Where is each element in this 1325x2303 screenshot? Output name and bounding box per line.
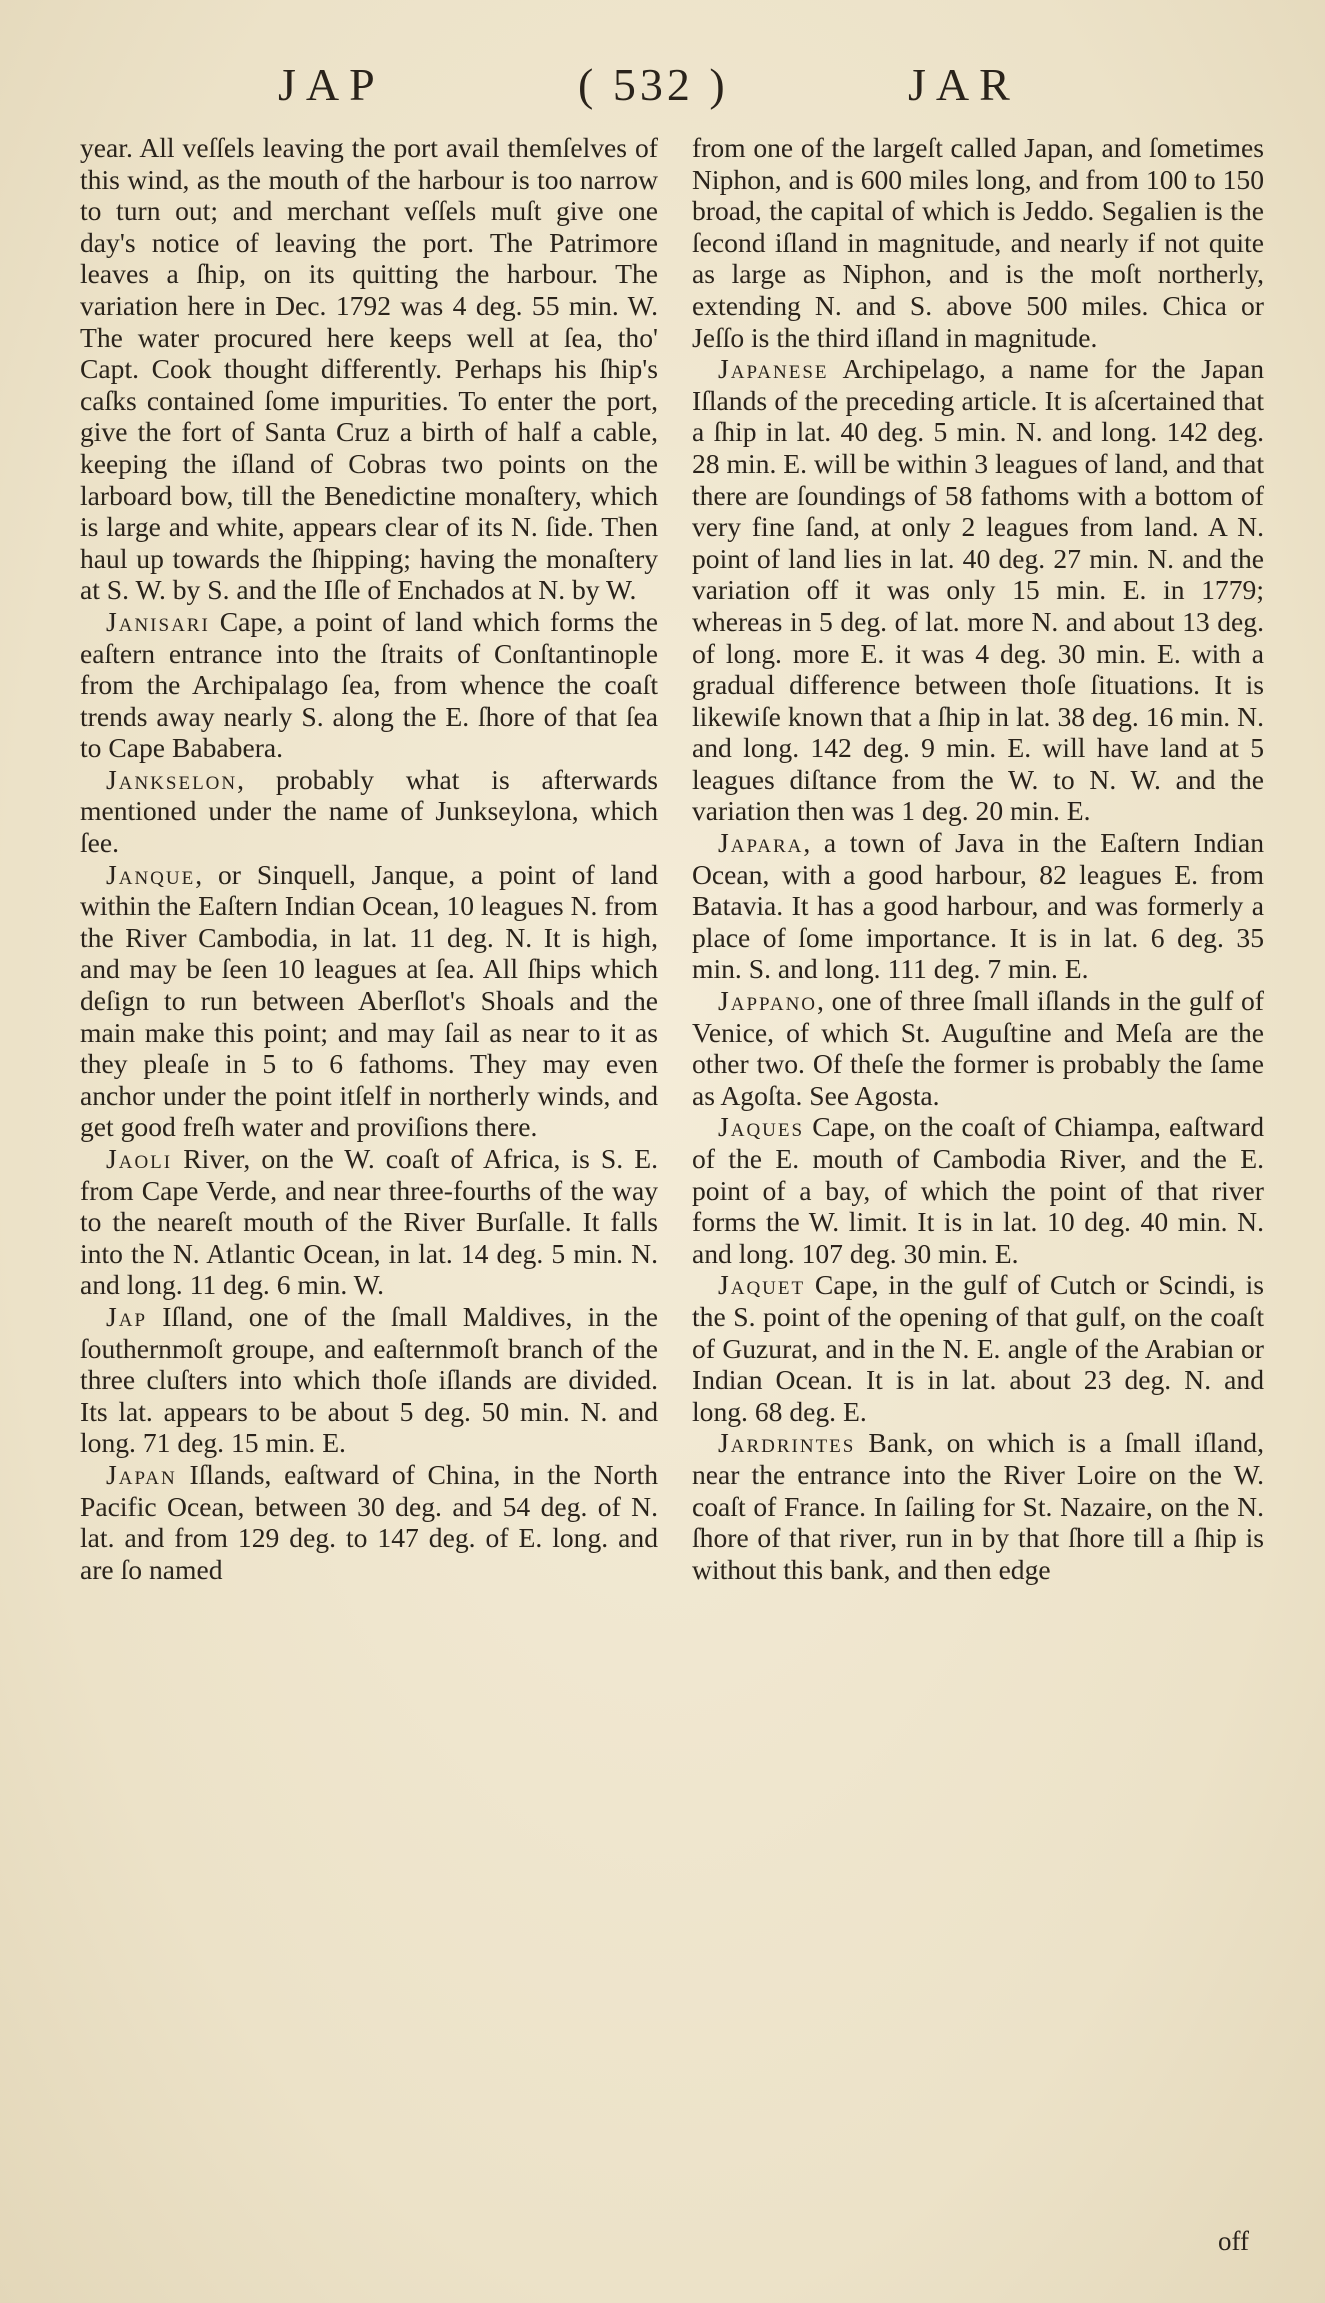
entry-text: Cape, on the coaſt of Chiampa, eaſtward of the E. mouth of Cambodia River, and the E. point of a bay, of which the point of that river forms the W. limit. It is in lat. 10 deg. 40 min. N. and long. 107 deg. 30 min. E. [692, 1111, 1264, 1269]
entry-text: , a town of Java in the Eaſtern Indian Ocean, with a good harbour, 82 leagues E. from Batavia. It has a good harbour, and was formerly a place of ſome importance. It is in lat. 6 deg. 35 min. S. and long. 111 deg. 7 min. E. [692, 827, 1264, 985]
entry-headword: Japara [718, 827, 804, 859]
continued-paragraph [80, 132, 658, 606]
gazetteer-entry [80, 1301, 658, 1459]
entry-headword: Jaquet [718, 1269, 806, 1301]
entry-headword: Japan [106, 1458, 177, 1490]
gazetteer-entry [692, 1111, 1264, 1269]
entry-text: , or Sinquell, Janque, a point of land within the Eaſtern Indian Ocean, 10 leagues N. from the River Cambodia, in lat. 11 deg. N. It is high, and may be ſeen 10 leagues at ſea. All ſhips which deſign to run between Aberſlot's Shoals and the main make this point; and may ſail as near to it as they pleaſe in 5 to 6 fathoms. They may even anchor under the point itſelf in northerly winds, and get good freſh water and proviſions there. [80, 858, 658, 1143]
entry-text: year. All veſſels leaving the port avail themſelves of this wind, as the mouth of the harbour is too narrow to turn out; and merchant veſſels muſt give one day's notice of leaving the port. The Patrimore leaves a ſhip, on its quitting the harbour. The variation here in Dec. 1792 was 4 deg. 55 min. W. The water procured here keeps well at ſea, tho' Capt. Cook thought differently. Perhaps his ſhip's caſks contained ſome impurities. To enter the port, give the fort of Santa Cruz a birth of half a cable, keeping the iſland of Cobras two points on the larboard bow, till the Benedictine monaſtery, which is large and white, appears clear of its N. ſide. Then haul up towards the ſhipping; having the monaſtery at S. W. by S. and the Iſle of Enchados at N. by W. [80, 132, 658, 606]
entry-text: River, on the W. coaſt of Africa, is S. E. from Cape Verde, and near three-fourths of the way to the neareſt mouth of the River Burſalle. It falls into the N. Atlantic Ocean, in lat. 14 deg. 5 min. N. and long. 11 deg. 6 min. W. [80, 1143, 658, 1301]
entry-text: Iſland, one of the ſmall Maldives, in the ſouthernmoſt groupe, and eaſternmoſt branch of the three cluſters into which thoſe iſlands are divided. Its lat. appears to be about 5 deg. 50 min. N. and long. 71 deg. 15 min. E. [80, 1300, 658, 1459]
header-right-word: JAR [908, 59, 1020, 110]
entry-text: Iſlands, eaſtward of China, in the North Pacific Ocean, between 30 deg. and 54 deg. of N. lat. and from 129 deg. to 147 deg. of E. long. and are ſo named [80, 1458, 658, 1585]
gazetteer-entry [692, 1427, 1264, 1585]
catchword: off [1218, 2226, 1249, 2256]
gazetteer-entry [692, 827, 1264, 985]
entry-text: Cape, in the gulf of Cutch or Scindi, is the S. point of the opening of that gulf, on the coaſt of Guzurat, and in the N. E. angle of the Arabian or Indian Ocean. It is in lat. about 23 deg. N. and long. 68 deg. E. [692, 1269, 1264, 1427]
continued-paragraph [692, 132, 1264, 353]
header-left-word: JAP [278, 59, 385, 110]
entry-text: Cape, a point of land which forms the eaſtern entrance into the ſtraits of Conſtantinople from the Archipalago ſea, from whence the coaſt trends away nearly S. along the E. ſhore of that ſea to Cape Bababera. [80, 605, 658, 764]
gazetteer-entry [80, 859, 658, 1143]
entry-headword: Jaoli [106, 1143, 173, 1174]
gazetteer-entry [80, 1459, 658, 1585]
left-column [80, 132, 658, 2252]
gazetteer-entry [692, 985, 1264, 1111]
entry-headword: Jankselon [106, 763, 238, 795]
entry-headword: Janisari [106, 605, 210, 637]
entry-headword: Japanese [718, 353, 829, 385]
entry-text: , one of three ſmall iſlands in the gulf of Venice, of which St. Auguſtine and Meſa are the other two. Of theſe the former is probably the ſame as Agoſta. See Agosta. [692, 985, 1264, 1111]
entry-text: Bank, on which is a ſmall iſland, near the entrance into the River Loire on the W. coaſt of France. In ſailing for St. Nazaire, on the N. ſhore of that river, run in by that ſhore till a ſhip is without this bank, and then edge [692, 1427, 1264, 1585]
page-number: ( 532 ) [578, 59, 729, 110]
entry-headword: Jappano [718, 985, 818, 1017]
gazetteer-entry [692, 353, 1264, 827]
gazetteer-entry [80, 764, 658, 859]
entry-text: Archipelago, a name for the Japan Iſlands of the preceding article. It is aſcertained that a ſhip in lat. 40 deg. 5 min. N. and long. 142 deg. 28 min. E. will be within 3 leagues of land, and that there are ſoundings of 58 fathoms with a bottom of very fine ſand, at only 2 leagues from land. A N. point of land lies in lat. 40 deg. 27 min. N. and the variation off it was only 15 min. E. in 1779; whereas in 5 deg. of lat. more N. and about 13 deg. of long. more E. it was 4 deg. 30 min. E. with a gradual difference between thoſe ſituations. It is likewiſe known that a ſhip in lat. 38 deg. 16 min. N. and long. 142 deg. 9 min. E. will have land at 5 leagues diſtance from the W. to N. W. and the variation then was 1 deg. 20 min. E. [692, 353, 1264, 827]
gazetteer-entry [80, 1143, 658, 1301]
right-column [692, 132, 1264, 2252]
entry-headword: Jaques [718, 1111, 805, 1143]
entry-headword: Jardrintes [718, 1427, 856, 1459]
gazetteer-entry [80, 606, 658, 764]
entry-text: from one of the largeſt called Japan, and ſometimes Niphon, and is 600 miles long, and from 100 to 150 broad, the capital of which is Jeddo. Segalien is the ſecond iſland in magnitude, and nearly if not quite as large as Niphon, and is the moſt northerly, extending N. and S. above 500 miles. Chica or Jeſſo is the third iſland in magnitude. [692, 132, 1264, 353]
entry-headword: Janque [106, 858, 196, 890]
gazetteer-entry [692, 1269, 1264, 1427]
entry-headword: Jap [106, 1300, 148, 1332]
entry-text: , probably what is afterwards mentioned under the name of Junkseylona, which ſee. [80, 763, 658, 859]
running-header [0, 58, 1325, 128]
